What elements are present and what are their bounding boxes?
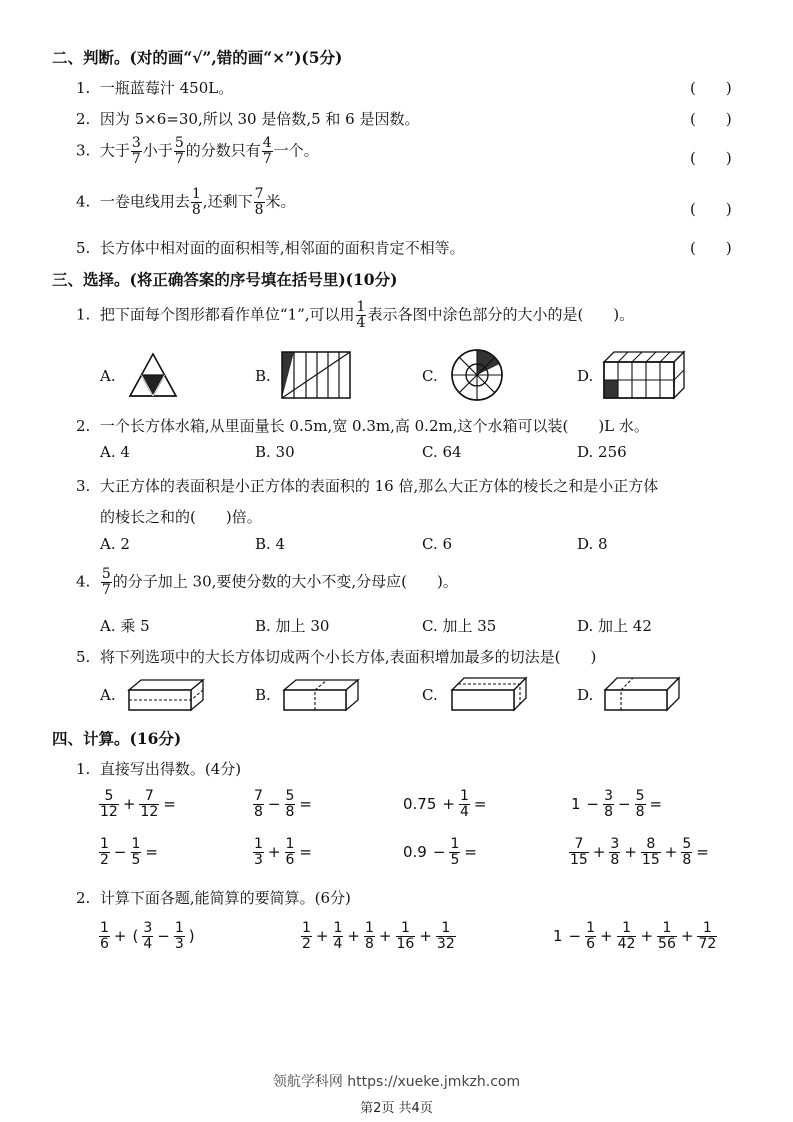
math-token: 0.9 [403,843,427,861]
fraction [99,837,110,868]
math-token: ) [188,927,195,945]
expr-1-1 [98,789,179,820]
math-token: + [122,795,136,813]
choice-q1 [76,300,634,331]
numerator: 1 [450,836,460,852]
math-token: + [640,927,654,945]
option-b-label[interactable]: B. [255,686,271,704]
numerator: 1 [356,299,366,315]
numerator: 1 [100,920,109,936]
fraction [585,921,596,952]
math-token: 0.75 [403,795,437,813]
numerator: 7 [574,836,584,852]
numerator: 5 [635,788,645,804]
option-d[interactable]: D. 8 [577,535,608,553]
math-token: ( [132,927,139,945]
numerator: 1 [459,788,469,804]
triangle-figure [128,352,178,400]
numerator: 1 [131,836,141,852]
expr-2-3 [400,837,480,868]
math-token: = [145,843,158,861]
item-text: 直接写出得数。(4分) [99,760,242,778]
calc-expr-1 [98,921,198,952]
watermark: 领航学科网 https://xueke.jmkzh.com [272,1074,521,1090]
expr-1-4 [568,789,665,820]
denominator: 2 [100,852,109,868]
item-text: 一瓶蓝莓汁 450L。 [99,79,234,97]
judge-item-4 [76,187,296,218]
math-token: = [163,795,176,813]
option-d[interactable]: D. 加上 42 [577,617,652,635]
numerator: 1 [254,836,263,852]
item-number: 4. [76,192,91,211]
math-token: + [664,843,678,861]
choice-q4 [76,567,458,598]
fraction [191,187,202,218]
calc-q2 [76,887,351,908]
cuboid-cut-c-figure [450,676,528,712]
numerator: 1 [174,920,184,936]
numerator: 1 [702,920,712,936]
denominator: 2 [302,936,311,952]
option-b-label[interactable]: B. [255,367,271,385]
option-a[interactable]: A. 2 [100,535,130,553]
numerator: 7 [254,186,264,202]
math-token: + [442,795,455,813]
calc-q1 [76,758,241,779]
math-token: + [624,843,637,861]
item-text-pre: 大于 [99,141,130,160]
answer-paren[interactable]: ( ) [690,239,732,257]
fraction [459,789,470,820]
fraction [697,921,717,952]
fraction [262,136,273,167]
math-token: = [473,795,487,813]
judge-item-5 [76,237,465,258]
item-text: 计算下面各题,能简算的要简算。(6分) [99,889,351,907]
item-text-pre: 一卷电线用去 [99,192,190,211]
denominator: 6 [586,936,596,952]
math-token: + [378,927,392,945]
option-c[interactable]: C. 加上 35 [422,617,497,635]
numerator: 5 [682,836,692,852]
fraction [253,789,264,820]
numerator: 1 [586,920,596,936]
cuboid-grid-figure [602,350,686,402]
item-number: 2. [76,417,91,435]
math-token: + [600,927,613,945]
numerator: 1 [100,836,109,852]
cuboid-cut-b-figure [282,678,360,712]
option-a[interactable]: A. 乘 5 [100,617,150,635]
choice-q2 [76,415,649,436]
answer-paren[interactable]: ( ) [690,149,732,167]
item-text: 一个长方体水箱,从里面量长 0.5m,宽 0.3m,高 0.2m,这个水箱可以装( )L 水。 [99,417,649,435]
fraction [174,136,185,167]
item-number: 2. [76,889,91,907]
denominator: 12 [140,804,159,820]
denominator: 8 [285,804,295,820]
striped-rectangle-figure [280,350,352,400]
numerator: 5 [285,788,295,804]
math-token: 1 [571,795,581,813]
math-token: = [464,843,477,861]
denominator: 56 [658,936,676,952]
expr-2-1 [98,837,161,868]
denominator: 6 [285,852,295,868]
fraction [174,921,185,952]
numerator: 3 [143,920,153,936]
numerator: 5 [174,135,184,151]
denominator: 32 [436,936,455,952]
numerator: 1 [441,920,451,936]
item-number: 3. [76,141,91,160]
option-d[interactable]: D. 256 [577,443,627,461]
fraction [681,837,692,868]
math-token: + [113,927,127,945]
option-c[interactable]: C. 64 [422,443,462,461]
item-number: 4. [76,572,91,591]
numerator: 7 [144,788,154,804]
math-token: = [649,795,663,813]
denominator: 42 [617,936,636,952]
math-token: + [680,927,694,945]
denominator: 8 [682,852,692,868]
item-text-mid: ,还剩下 [202,192,253,211]
numerator: 1 [191,186,201,202]
section-2-title: 二、判断。(对的画“√”,错的画“×”)(5分) [52,48,343,67]
fraction [617,921,637,952]
math-token: + [315,927,329,945]
fraction [253,837,264,868]
denominator: 4 [356,315,366,331]
denominator: 3 [174,936,184,952]
math-token: − [157,927,170,945]
fraction [142,921,153,952]
denominator: 7 [131,151,141,167]
fraction [285,789,296,820]
item-text-post: 表示各图中涂色部分的大小的是( )。 [367,305,635,324]
fraction [603,789,614,820]
item-text-post: 的分子加上 30,要使分数的大小不变,分母应( )。 [112,572,458,591]
item-text-mid2: 的分数只有 [185,141,261,160]
option-c-label[interactable]: C. [422,686,438,704]
answer-paren[interactable]: ( ) [690,79,732,97]
fraction [254,187,265,218]
denominator: 3 [254,852,263,868]
circle-sectors-figure [450,348,504,402]
item-text-line1: 大正方体的表面积是小正方体的表面积的 16 倍,那么大正方体的棱长之和是小正方体 [99,477,659,495]
fraction [131,837,142,868]
denominator: 15 [641,852,660,868]
option-c-label[interactable]: C. [422,367,438,385]
math-token: − [113,843,127,861]
fraction [131,136,142,167]
math-token: = [299,843,312,861]
answer-paren[interactable]: ( ) [690,200,732,218]
denominator: 12 [100,804,118,820]
item-number: 1. [76,760,91,778]
item-number: 1. [76,305,91,324]
item-number: 1. [76,79,91,97]
math-token: − [618,795,631,813]
fraction [657,921,677,952]
numerator: 1 [662,920,672,936]
item-text-post: 米。 [265,192,296,211]
denominator: 4 [459,804,469,820]
denominator: 8 [604,804,614,820]
numerator: 1 [285,836,295,852]
math-token: = [299,795,312,813]
denominator: 4 [333,936,343,952]
calc-expr-2 [300,921,457,952]
fraction [449,837,460,868]
denominator: 8 [610,852,620,868]
denominator: 5 [131,852,141,868]
numerator: 3 [131,135,141,151]
denominator: 7 [262,151,272,167]
denominator: 4 [143,936,153,952]
fraction [356,300,367,331]
item-text: 将下列选项中的大长方体切成两个小长方体,表面积增加最多的切法是( ) [99,648,597,666]
choice-q3 [76,475,658,496]
math-token: + [267,843,281,861]
fraction [285,837,296,868]
denominator: 8 [635,804,645,820]
fraction [301,921,312,952]
fraction [364,921,375,952]
denominator: 8 [191,202,201,218]
page-number: 第2页 共4页 [360,1101,433,1116]
fraction [396,921,416,952]
option-a-label[interactable]: A. [100,686,116,704]
denominator: 8 [254,202,264,218]
expr-2-2 [252,837,315,868]
numerator: 1 [400,920,410,936]
math-token: + [419,927,432,945]
math-token: − [267,795,281,813]
math-token: + [592,843,606,861]
numerator: 1 [365,920,374,936]
fraction [569,837,589,868]
option-a-label[interactable]: A. [100,367,116,385]
choice-q5 [76,646,596,667]
numerator: 5 [101,566,111,582]
denominator: 5 [450,852,460,868]
section-3-title: 三、选择。(将正确答案的序号填在括号里)(10分) [52,270,398,289]
judge-item-1 [76,77,233,98]
answer-paren[interactable]: ( ) [690,110,732,128]
denominator: 8 [254,804,263,820]
math-token: = [696,843,709,861]
cuboid-cut-d-figure [603,676,681,712]
option-c[interactable]: C. 6 [422,535,453,553]
numerator: 8 [646,836,656,852]
fraction [139,789,159,820]
fraction [101,567,112,598]
option-d-label[interactable]: D. [577,367,594,385]
denominator: 72 [698,936,717,952]
item-text-pre: 把下面每个图形都看作单位“1”,可以用 [99,305,355,324]
judge-item-3 [76,136,319,167]
fraction [99,921,110,952]
numerator: 4 [262,135,272,151]
fraction [641,837,661,868]
numerator: 1 [302,920,311,936]
denominator: 16 [396,936,415,952]
item-text: 因为 5×6=30,所以 30 是倍数,5 和 6 是因数。 [99,110,420,128]
numerator: 3 [610,836,620,852]
math-token: + [347,927,360,945]
cuboid-cut-a-figure [127,678,205,712]
item-text-line2: 的棱长之和的( )倍。 [100,508,262,526]
numerator: 3 [604,788,614,804]
fraction [436,921,456,952]
calc-expr-3 [550,921,718,952]
denominator: 8 [365,936,374,952]
denominator: 15 [570,852,588,868]
item-number: 2. [76,110,91,128]
fraction [333,921,344,952]
item-text-post: 一个。 [273,141,319,160]
option-b[interactable]: B. 4 [255,535,286,553]
item-number: 3. [76,477,91,495]
option-a[interactable]: A. 4 [100,443,130,461]
item-number: 5. [76,648,91,666]
math-token: − [568,927,582,945]
numerator: 5 [104,788,114,804]
option-d-label[interactable]: D. [577,686,594,704]
item-text-mid: 小于 [142,141,173,160]
denominator: 7 [174,151,184,167]
numerator: 1 [622,920,631,936]
expr-1-2 [252,789,315,820]
section-4-title: 四、计算。(16分) [52,729,182,748]
option-b[interactable]: B. 30 [255,443,295,461]
expr-2-4 [568,837,712,868]
numerator: 1 [333,920,343,936]
item-number: 5. [76,239,91,257]
math-token: − [432,843,446,861]
fraction [99,789,119,820]
option-b[interactable]: B. 加上 30 [255,617,330,635]
expr-1-3 [400,789,489,820]
numerator: 7 [254,788,263,804]
math-token: − [586,795,600,813]
math-token: 1 [553,927,563,945]
fraction [609,837,620,868]
item-text: 长方体中相对面的面积相等,相邻面的面积肯定不相等。 [99,239,465,257]
denominator: 6 [100,936,109,952]
judge-item-2 [76,108,420,129]
denominator: 7 [101,582,111,598]
fraction [635,789,646,820]
